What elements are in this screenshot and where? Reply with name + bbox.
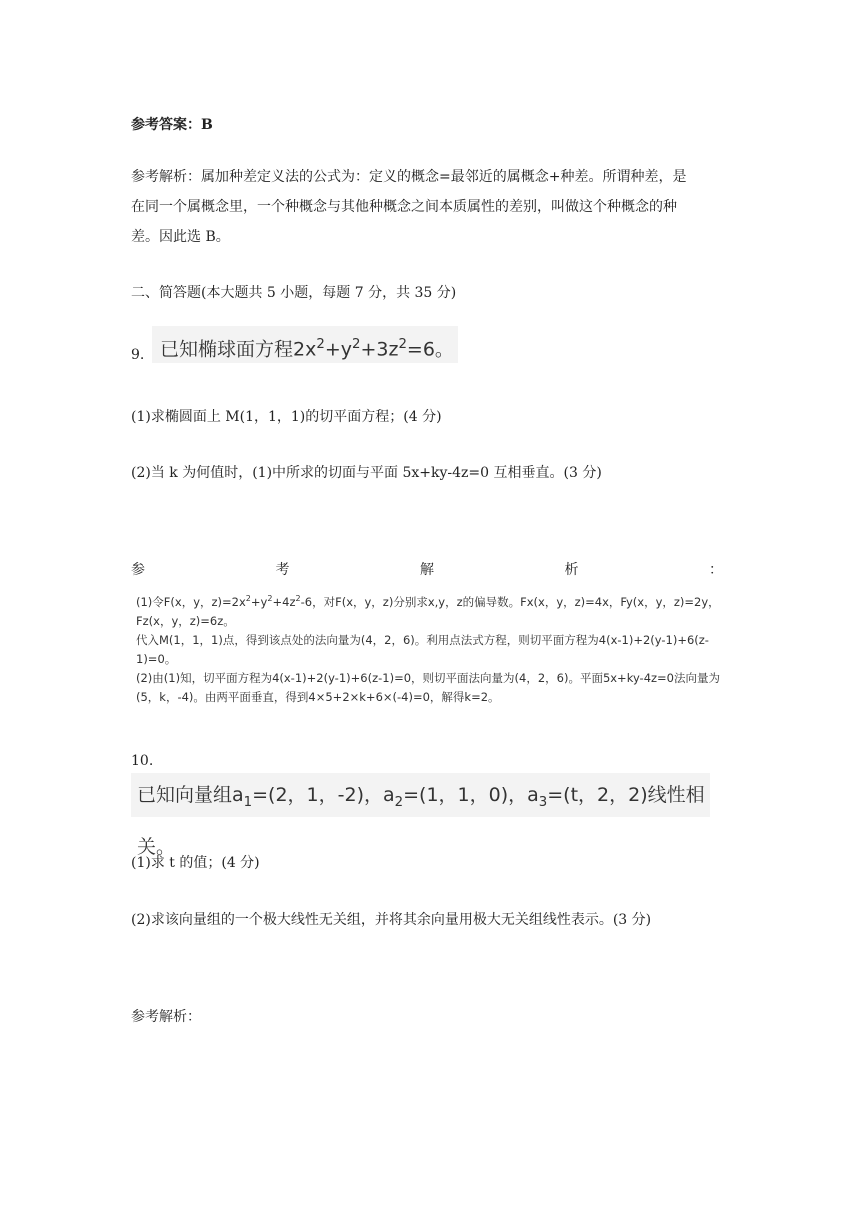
analysis-line-2: 在同一个属概念里，一个种概念与其他种概念之间本质属性的差别，叫做这个种概念的种 [131, 199, 677, 215]
q9-image: 已知椭球面方程$2x^2+y^2+3z^2=6$。 [152, 326, 458, 363]
section-title: 二、简答题(本大题共 5 小题，每题 7 分，共 35 分) [131, 285, 457, 301]
q10-image: 已知向量组$a_1=(2$，1，-2)，$a_2=(1$，1，0)，$a_3=(t$，2，2)线性相关。 [131, 773, 710, 817]
q9-solution-line-1: (1)令F(x，y，$z)=2x^2+y^2+4z^2-6$，对F(x，y，z)分别求x,y，z的偏导数。Fx(x，y，z)=4x，Fy(x，y，z)=2y， [136, 594, 720, 609]
q9-solution-line-5: (2)由(1)知，切平面方程为4(x-1)+2(y-1)+6(z-1)=0，则切平面法向量为(4，2，6)。平面5x+ky-4z=0法向量为 [136, 670, 721, 685]
q9-solution-line-3: 代入M(1，1，1)点，得到该点处的法向量为(4，2，6)。利用点法式方程，则切平面方程为4(x-1)+2(y-1)+6(z- [136, 632, 709, 647]
q9-solution-line-6: (5，k，-4)。由两平面垂直，得到4×5+2×k+6×(-4)=0，解得k=2。 [136, 689, 500, 704]
q9-solution-line-4: 1)=0。 [136, 651, 177, 666]
q9-number: 9. [131, 347, 145, 363]
q9-solution [136, 589, 726, 707]
q10-number: 10. [131, 753, 154, 769]
q10-ref-heading: 参考解析： [131, 1009, 201, 1025]
q10-part1: (1)求 t 的值；(4 分) [131, 855, 260, 871]
q9-solution-line-2: Fz(x，y，z)=6z。 [136, 613, 235, 628]
answer-line: 参考答案：B [131, 117, 213, 133]
analysis-line-1: 参考解析：属加种差定义法的公式为：定义的概念=最邻近的属概念+种差。所谓种差，是 [131, 169, 687, 185]
q9-ref-heading: 参 考 解 析 ： [131, 562, 723, 578]
analysis-paragraph [131, 162, 736, 252]
q9-part2: (2)当 k 为何值时，(1)中所求的切面与平面 5x+ky-4z=0 互相垂直。(3 分) [131, 465, 602, 481]
q9-part1: (1)求椭圆面上 M(1，1，1)的切平面方程；(4 分) [131, 409, 442, 425]
q10-part2: (2)求该向量组的一个极大线性无关组，并将其余向量用极大无关组线性表示。(3 分) [131, 912, 652, 928]
analysis-line-3: 差。因此选 B。 [131, 229, 230, 245]
